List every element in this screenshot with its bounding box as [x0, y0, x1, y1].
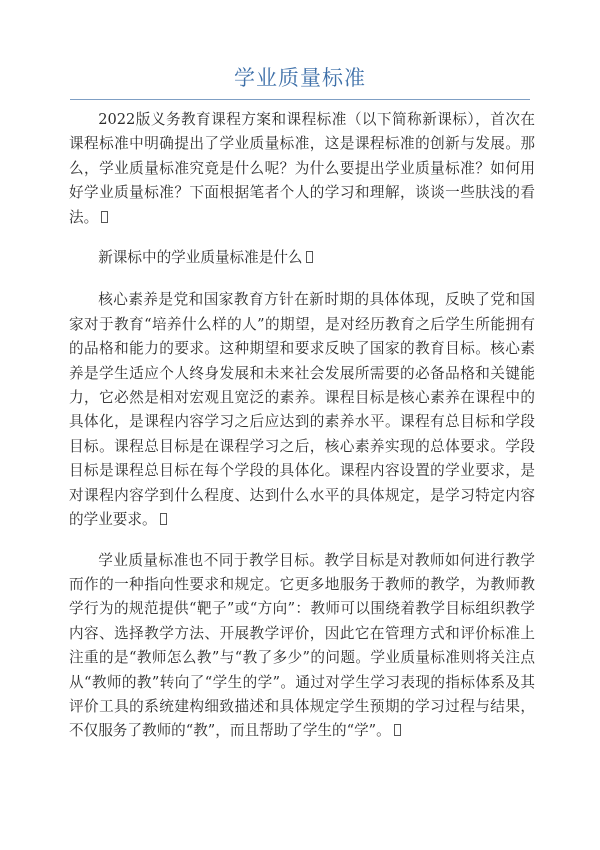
teaching-goal-paragraph — [69, 549, 535, 744]
core-literacy-paragraph — [69, 288, 535, 532]
teaching-goal-paragraph-text: 学业质量标准也不同于教学目标。教学目标是对教师如何进行教学而作的一种指向性要求和规定。它更多地服务于教师的教学，为教师教学行为的规范提供“靶子”或“方向”：教师可以围绕着教学目标组织教学内容、选择教学方法、开展教学评价，因此它在管理方式和评价标准上注重的是“教师怎么教”与“教了多少”的问题。学业质量标准则将关注点从“教师的教”转向了“学生的学”。通过对学生学习表现的指标体系及其评价工具的系统建构细致描述和具体规定学生预期的学习过程与结果，不仅服务了教师的“教”，而且帮助了学生的“学”。 — [69, 551, 535, 740]
intro-paragraph-text: 2022版义务教育课程方案和课程标准（以下简称新课标），首次在课程标准中明确提出了学业质量标准，这是课程标准的创新与发展。那么，学业质量标准究竟是什么呢？为什么要提出学业质量标准？如何用好学业质量标准？下面根据笔者个人的学习和理解，谈谈一些肤浅的看法。 — [69, 111, 535, 226]
section-heading — [69, 246, 535, 270]
paragraph-mark-icon — [101, 211, 108, 223]
document-title: 学业质量标准 — [234, 66, 366, 90]
intro-paragraph — [69, 108, 535, 230]
paragraph-mark-icon — [160, 513, 167, 525]
core-literacy-paragraph-text: 核心素养是党和国家教育方针在新时期的具体体现，反映了党和国家对于教育“培养什么样的人”的期望，是对经历教育之后学生所能拥有的品格和能力的要求。这种期望和要求反映了国家的教育目标。核心素养是学生适应个人终身发展和未来社会发展所需要的必备品格和关键能力，它必然是相对宏观且宽泛的素养。课程目标是核心素养在课程中的具体化，是课程内容学习之后应达到的素养水平。课程有总目标和学段目标。课程总目标是在课程学习之后，核心素养实现的总体要求。学段目标是课程总目标在每个学段的具体化。课程内容设置的学业要求，是对课程内容学到什么程度、达到什么水平的具体规定，是学习特定内容的学业要求。 — [69, 291, 535, 529]
paragraph-mark-icon — [394, 724, 401, 736]
paragraph-mark-icon — [306, 251, 313, 263]
section-heading-text: 新课标中的学业质量标准是什么 — [98, 249, 303, 267]
document-body — [69, 108, 535, 760]
title-divider — [70, 99, 530, 100]
